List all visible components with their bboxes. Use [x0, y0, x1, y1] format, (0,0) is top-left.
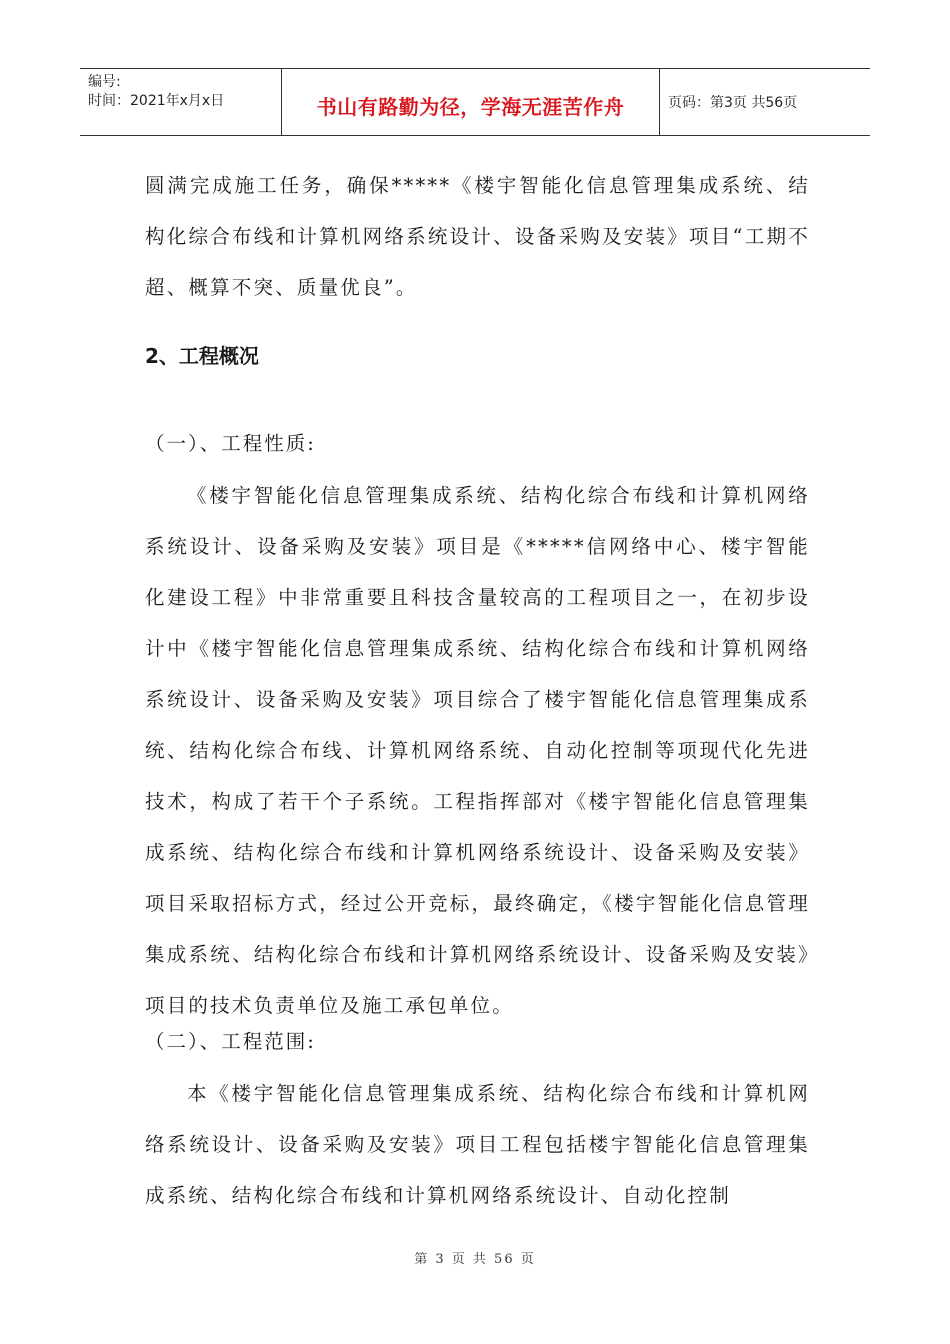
document-body — [145, 160, 810, 313]
footer-page-number: 第 3 页 共 56 页 — [414, 1252, 536, 1267]
page-header — [80, 68, 870, 136]
header-motto-cell — [282, 69, 660, 135]
scope-paragraph: 本《楼宇智能化信息管理集成系统、结构化综合布线和计算机网络系统设计、设备采购及安装》项目工程包括楼宇智能化信息管理集成系统、结构化综合布线和计算机网络系统设计、自动化控制 — [145, 1082, 810, 1207]
intro-paragraph: 圆满完成施工任务，确保*****《楼宇智能化信息管理集成系统、结构化综合布线和计算机网络系统设计、设备采购及安装》项目“工期不超、概算不突、质量优良”。 — [145, 174, 810, 299]
page-number-info: 页码：第3页 共56页 — [668, 95, 798, 111]
document-number-label: 编号: — [88, 74, 121, 90]
section-scope-body — [145, 1068, 810, 1221]
subsection-title-nature: （一）、工程性质: — [145, 432, 316, 455]
document-date: 时间：2021年x月x日 — [88, 93, 225, 109]
header-meta — [80, 69, 282, 135]
header-page-info — [660, 69, 870, 135]
page-footer — [0, 1248, 950, 1267]
section-heading: 2、工程概况 — [145, 344, 259, 368]
subsection-title-scope: （二）、工程范围: — [145, 1030, 316, 1053]
nature-paragraph: 《楼宇智能化信息管理集成系统、结构化综合布线和计算机网络系统设计、设备采购及安装》项目是《*****信网络中心、楼宇智能化建设工程》中非常重要且科技含量较高的工程项目之一，在初步设计中《楼宇智能化信息管理集成系统、结构化综合布线和计算机网络系统设计、设备采购及安装》项目综合了楼宇智能化信息管理集成系统、结构化综合布线、计算机网络系统、自动化控制等项现代化先进技术，构成了若干个子系统。工程指挥部对《楼宇智能化信息管理集成系统、结构化综合布线和计算机网络系统设计、设备采购及安装》项目采取招标方式，经过公开竞标，最终确定，《楼宇智能化信息管理集成系统、结构化综合布线和计算机网络系统设计、设备采购及安装》项目的技术负责单位及施工承包单位。 — [145, 484, 810, 1017]
section-nature-body — [145, 470, 810, 1031]
motto-text: 书山有路勤为径，学海无涯苦作舟 — [316, 94, 625, 119]
